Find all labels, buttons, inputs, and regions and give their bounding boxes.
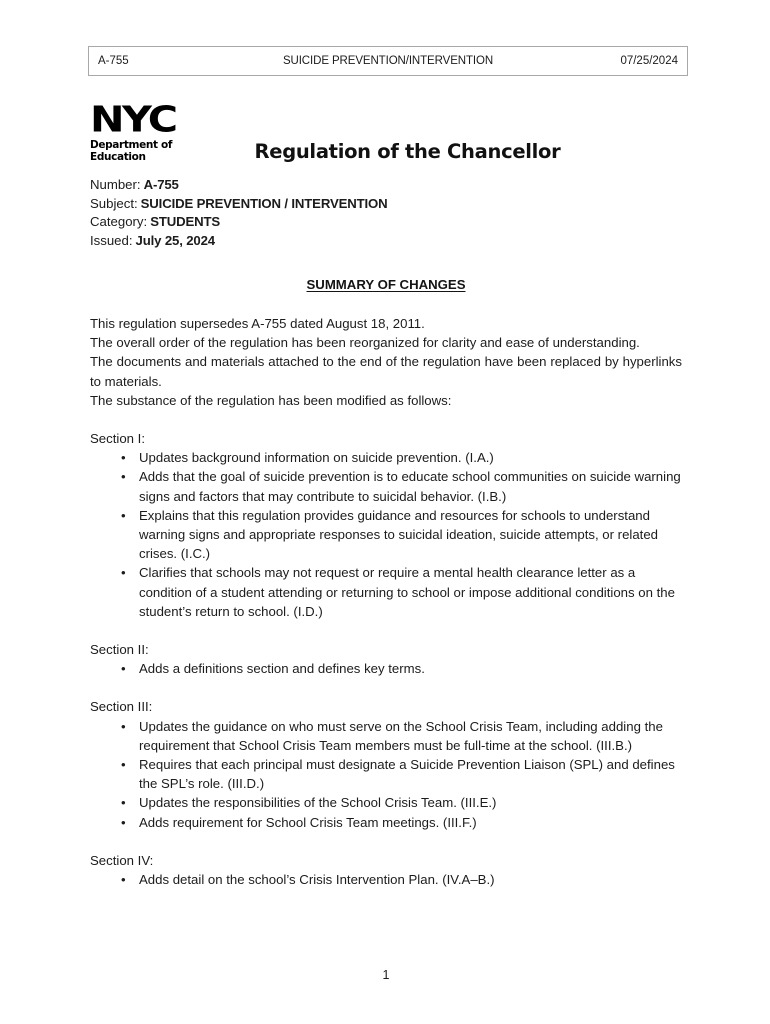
intro-paragraph bbox=[90, 314, 682, 410]
section-group bbox=[90, 640, 682, 678]
intro-line-1: This regulation supersedes A-755 dated August 18, 2011. bbox=[90, 316, 425, 331]
meta-label-number: Number: bbox=[90, 177, 141, 192]
meta-row-issued bbox=[90, 232, 388, 251]
section-group bbox=[90, 429, 682, 621]
section-label: Section III: bbox=[90, 699, 153, 715]
page-number: 1 bbox=[382, 968, 390, 982]
list-item bbox=[90, 870, 682, 889]
list-item-text: Adds requirement for School Crisis Team meetings. (III.F.) bbox=[139, 814, 477, 830]
list-item-text: Clarifies that schools may not request or require a mental health clearance letter as a condition of a student attending or returning to school or impose additional conditions on the student’s return to school. (I.D.) bbox=[139, 565, 675, 619]
meta-value-subject: SUICIDE PREVENTION / INTERVENTION bbox=[140, 195, 388, 211]
meta-value-number: A-755 bbox=[143, 177, 179, 192]
section-label: Section I: bbox=[90, 431, 145, 447]
list-item-text: Updates background information on suicide prevention. (I.A.) bbox=[139, 450, 494, 466]
section-label: Section IV: bbox=[90, 852, 154, 868]
list-item-text: Updates the responsibilities of the School Crisis Team. (III.E.) bbox=[139, 795, 497, 811]
list-item-text: Requires that each principal must designate a Suicide Prevention Liaison (SPL) and defines the SPL’s role. (III.D.) bbox=[139, 757, 675, 792]
list-item bbox=[90, 755, 682, 793]
list-item bbox=[90, 717, 682, 755]
bullet-icon: • bbox=[121, 872, 126, 888]
bullet-icon: • bbox=[121, 795, 126, 811]
intro-line-4: The substance of the regulation has been modified as follows: bbox=[90, 392, 452, 408]
meta-row-subject bbox=[90, 195, 388, 214]
list-item bbox=[90, 659, 682, 678]
list-item-text: Adds a definitions section and defines key terms. bbox=[139, 661, 425, 677]
list-item-text: Updates the guidance on who must serve on the School Crisis Team, including adding the requirement that School Crisis Team members must be full-time at the school. (III.B.) bbox=[139, 718, 663, 753]
header-date: 07/25/2024 bbox=[620, 55, 678, 67]
intro-line-3: The documents and materials attached to the end of the regulation have been replaced by hyperlinks to materials. bbox=[90, 354, 682, 389]
logo-subtitle-line1: Department of bbox=[90, 139, 173, 151]
bullet-icon: • bbox=[121, 507, 126, 523]
bullet-icon: • bbox=[121, 565, 126, 581]
section-group bbox=[90, 697, 682, 831]
summary-of-changes-heading bbox=[90, 277, 682, 292]
logo-subtitle-line2: Education bbox=[90, 150, 146, 163]
meta-value-issued: July 25, 2024 bbox=[135, 232, 215, 248]
list-item bbox=[90, 563, 682, 621]
change-list bbox=[90, 448, 682, 621]
change-list bbox=[90, 870, 682, 889]
bullet-icon: • bbox=[121, 757, 126, 773]
meta-label-subject: Subject: bbox=[90, 195, 138, 211]
bullet-icon: • bbox=[121, 718, 126, 734]
list-item-text: Adds that the goal of suicide prevention is to educate school communities on suicide warning signs and factors that may contribute to suicidal behavior. (I.B.) bbox=[139, 469, 681, 504]
page-title: Regulation of the Chancellor bbox=[254, 140, 561, 163]
nyc-wordmark-icon: NYC bbox=[90, 99, 176, 141]
bullet-icon: • bbox=[121, 661, 126, 677]
intro-line-2: The overall order of the regulation has been reorganized for clarity and ease of understanding. bbox=[90, 335, 640, 351]
bullet-icon: • bbox=[121, 450, 126, 466]
document-metadata bbox=[90, 176, 388, 250]
bullet-icon: • bbox=[121, 814, 126, 830]
meta-row-category bbox=[90, 213, 388, 232]
list-item bbox=[90, 793, 682, 812]
section-label: Section II: bbox=[90, 642, 149, 658]
list-item-text: Adds detail on the school’s Crisis Intervention Plan. (IV.A–B.) bbox=[139, 872, 495, 888]
summary-of-changes-label: SUMMARY OF CHANGES bbox=[306, 277, 466, 292]
header-title: SUICIDE PREVENTION/INTERVENTION bbox=[282, 55, 494, 67]
change-list bbox=[90, 717, 682, 832]
list-item bbox=[90, 506, 682, 564]
sections-container bbox=[90, 429, 682, 889]
document-body bbox=[90, 314, 682, 889]
list-item bbox=[90, 467, 682, 505]
list-item bbox=[90, 813, 682, 832]
change-list bbox=[90, 659, 682, 678]
section-group bbox=[90, 851, 682, 889]
meta-label-issued: Issued: bbox=[90, 232, 133, 248]
list-item bbox=[90, 448, 682, 467]
header-doc-number: A-755 bbox=[98, 55, 129, 67]
meta-label-category: Category: bbox=[90, 214, 148, 230]
bullet-icon: • bbox=[121, 469, 126, 485]
meta-value-category: STUDENTS bbox=[150, 214, 221, 230]
running-header bbox=[88, 46, 688, 76]
meta-row-number bbox=[90, 176, 388, 195]
list-item-text: Explains that this regulation provides guidance and resources for schools to understand warning signs and appropriate responses to suicidal ideation, suicide attempts, or related crises. (I.C.) bbox=[139, 507, 659, 562]
